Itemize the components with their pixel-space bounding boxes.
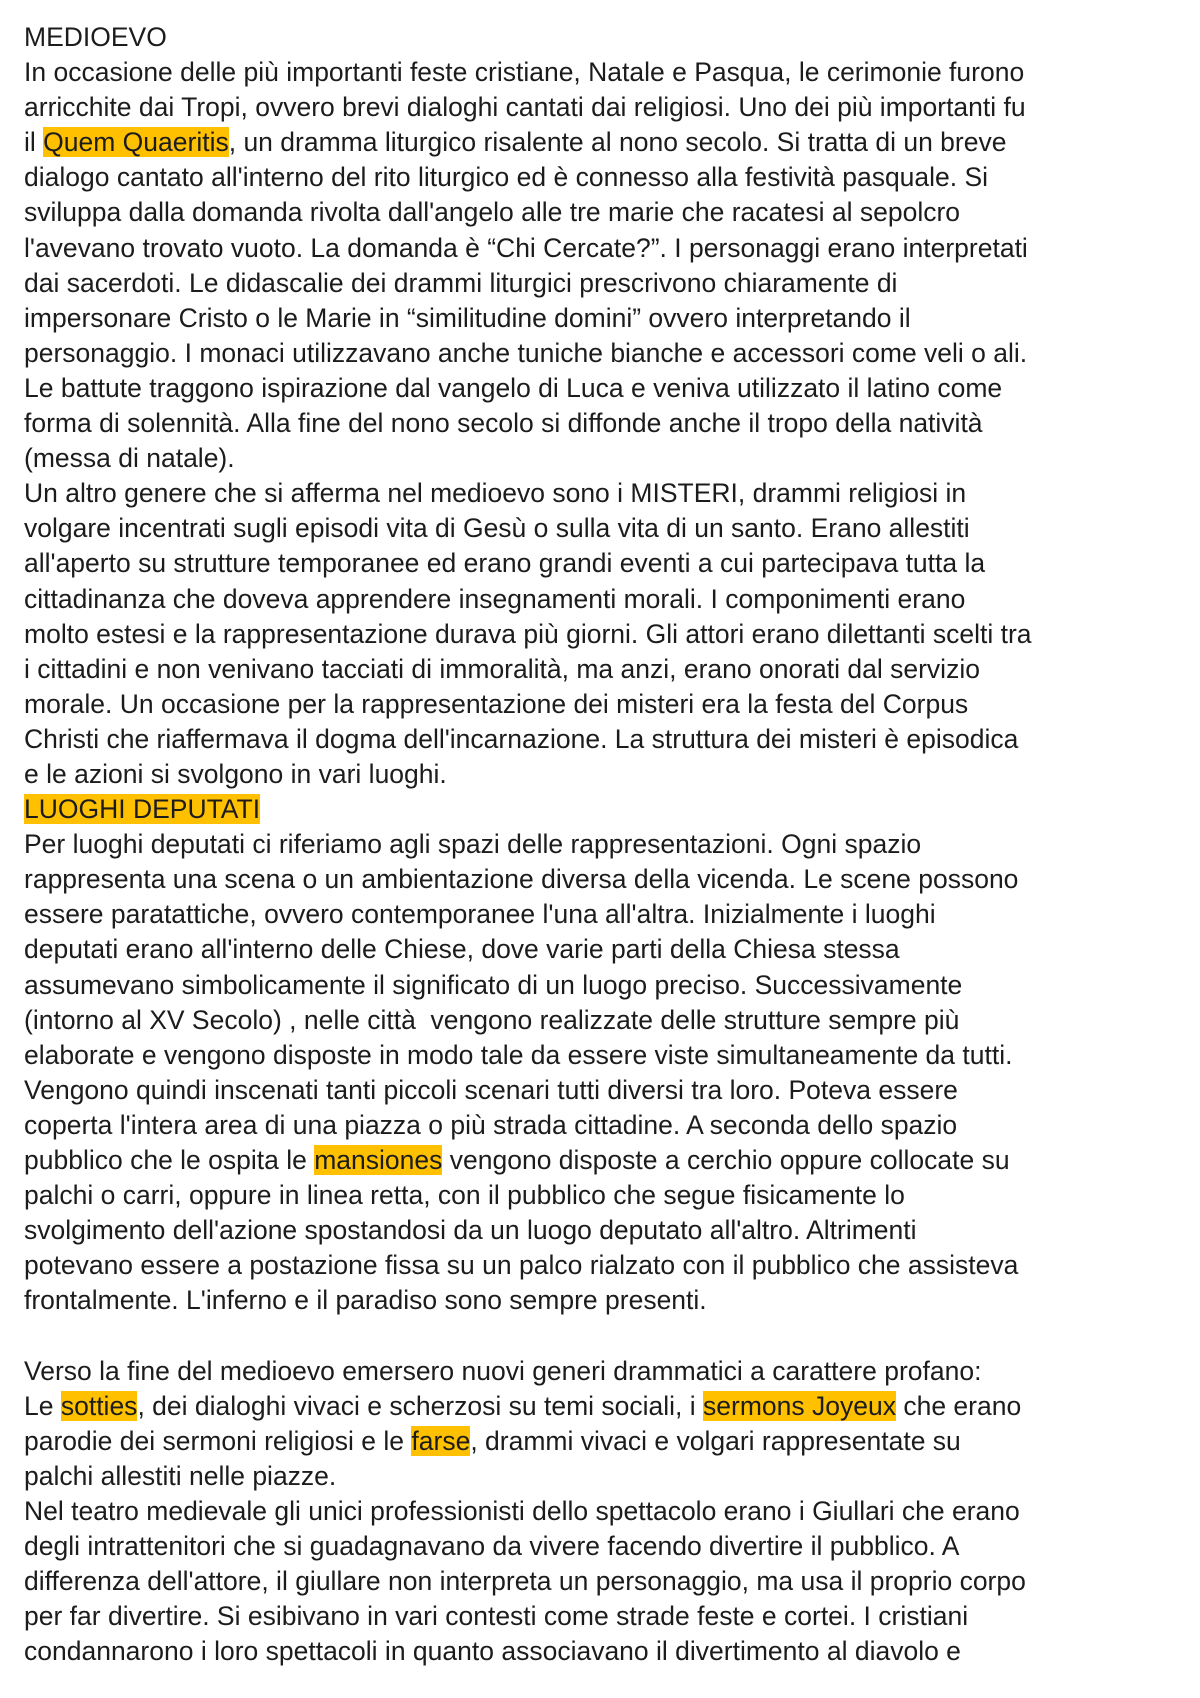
text-line	[24, 476, 1184, 511]
text-line	[24, 617, 1184, 652]
text-run: molto estesi e la rappresentazione durava più giorni. Gli attori erano dilettanti scelti tra	[24, 618, 1032, 649]
text-run: che erano	[895, 1390, 1022, 1421]
text-run: dialogo cantato all'interno del rito liturgico ed è connesso alla festività pasquale. Si	[24, 162, 989, 193]
text-line	[24, 1389, 1184, 1424]
text-run: (messa di natale).	[24, 443, 235, 474]
text-run: , dei dialoghi vivaci e scherzosi su temi sociali, i	[137, 1390, 704, 1421]
text-line	[24, 511, 1184, 546]
text-run: (intorno al XV Secolo) , nelle città vengono realizzate delle strutture sempre più	[24, 1004, 960, 1035]
document-body	[24, 55, 1184, 1669]
text-run: In occasione delle più importanti feste cristiane, Natale e Pasqua, le cerimonie furono	[24, 57, 1025, 88]
text-line	[24, 55, 1184, 90]
text-run: Nel teatro medievale gli unici professionisti dello spettacolo erano i Giullari che erano	[24, 1495, 1020, 1526]
document-page	[24, 20, 1184, 1669]
text-line	[24, 1178, 1184, 1213]
text-run: differenza dell'attore, il giullare non interpreta un personaggio, ma usa il proprio corpo	[24, 1566, 1026, 1597]
text-run: rappresenta una scena o un ambientazione diversa della vicenda. Le scene possono	[24, 864, 1019, 895]
highlighted-term: Quem Quaeritis	[43, 127, 229, 158]
text-line	[24, 862, 1184, 897]
text-run: forma di solennità. Alla fine del nono secolo si diffonde anche il tropo della natività	[24, 408, 983, 439]
text-run: vengono disposte a cerchio oppure collocate su	[442, 1145, 1010, 1175]
text-run: Verso la fine del medioevo emersero nuovi generi drammatici a carattere profano:	[24, 1355, 982, 1386]
blank-line	[24, 1318, 1184, 1353]
text-line	[24, 441, 1184, 476]
text-line	[24, 1354, 1184, 1389]
text-run: essere paratattiche, ovvero contemporanee l'una all'altra. Inizialmente i luoghi	[24, 899, 936, 930]
text-run: deputati erano all'interno delle Chiese, dove varie parti della Chiesa stessa	[24, 934, 900, 965]
text-line	[24, 1424, 1184, 1459]
text-line	[24, 1564, 1184, 1599]
text-run: Per luoghi deputati ci riferiamo agli spazi delle rappresentazioni. Ogni spazio	[24, 829, 922, 860]
text-line	[24, 1213, 1184, 1248]
text-line	[24, 1003, 1184, 1038]
text-line	[24, 1283, 1184, 1318]
text-line	[24, 652, 1184, 687]
text-line	[24, 932, 1184, 967]
highlighted-term: sotties	[60, 1390, 138, 1421]
text-run: potevano essere a postazione fissa su un palco rialzato con il pubblico che assisteva	[24, 1250, 1019, 1281]
text-line	[24, 125, 1184, 160]
text-run: assumevano simbolicamente il significato di un luogo preciso. Successivamente	[24, 969, 963, 1000]
text-run: l'avevano trovato vuoto. La domanda è “Chi Cercate?”. I personaggi erano interpretati	[24, 232, 1028, 263]
text-run: , un dramma liturgico risalente al nono secolo. Si tratta di un breve	[228, 127, 1007, 158]
text-line	[24, 1494, 1184, 1529]
text-run: cittadinanza che doveva apprendere insegnamenti morali. I componimenti erano	[24, 583, 966, 614]
text-line	[24, 371, 1184, 406]
text-run: Vengono quindi inscenati tanti piccoli scenari tutti diversi tra loro. Poteva essere	[24, 1074, 958, 1105]
text-run: Le	[24, 1390, 61, 1421]
text-line	[24, 336, 1184, 371]
text-line	[24, 1634, 1184, 1669]
text-run: elaborate e vengono disposte in modo tale da essere viste simultaneamente da tutti.	[24, 1039, 1013, 1070]
text-line	[24, 406, 1184, 441]
text-line	[24, 1038, 1184, 1073]
text-line	[24, 1529, 1184, 1564]
text-run: palchi allestiti nelle piazze.	[24, 1460, 337, 1491]
text-line	[24, 722, 1184, 757]
text-run: frontalmente. L'inferno e il paradiso sono sempre presenti.	[24, 1285, 707, 1316]
text-run: , drammi vivaci e volgari rappresentate su	[470, 1425, 961, 1456]
text-line	[24, 1108, 1184, 1143]
text-run: Un altro genere che si afferma nel medioevo sono i MISTERI, drammi religiosi in	[24, 478, 967, 509]
text-run: sviluppa dalla domanda rivolta dall'angelo alle tre marie che racatesi al sepolcro	[24, 197, 961, 228]
text-line	[24, 195, 1184, 230]
highlighted-term: farse	[411, 1425, 471, 1456]
text-run: Christi che riaffermava il dogma dell'incarnazione. La struttura dei misteri è episodica	[24, 723, 1019, 754]
text-line	[24, 1248, 1184, 1283]
text-run: coperta l'intera area di una piazza o più strada cittadine. A seconda dello spazio	[24, 1109, 958, 1140]
text-run: impersonare Cristo o le Marie in “similitudine domini” ovvero interpretando il	[24, 302, 911, 333]
text-line	[24, 792, 1184, 827]
text-run: personaggio. I monaci utilizzavano anche tuniche bianche e accessori come veli o ali.	[24, 337, 1028, 368]
text-run: e le azioni si svolgono in vari luoghi.	[24, 758, 447, 789]
text-line	[24, 231, 1184, 266]
text-line	[24, 90, 1184, 125]
highlighted-term: sermons Joyeux	[703, 1390, 896, 1421]
text-run: all'aperto su strutture temporanee ed erano grandi eventi a cui partecipava tutta la	[24, 548, 986, 579]
text-run: palchi o carri, oppure in linea retta, con il pubblico che segue fisicamente lo	[24, 1180, 905, 1211]
text-run: il	[24, 127, 44, 158]
text-line	[24, 1459, 1184, 1494]
text-run: per far divertire. Si esibivano in vari contesti come strade feste e cortei. I cristiani	[24, 1601, 969, 1632]
text-line	[24, 897, 1184, 932]
text-run: condannarono i loro spettacoli in quanto associavano il divertimento al diavolo e	[24, 1636, 961, 1667]
text-line	[24, 301, 1184, 336]
text-run: dai sacerdoti. Le didascalie dei drammi liturgici prescrivono chiaramente di	[24, 267, 898, 298]
text-run: arricchite dai Tropi, ovvero brevi dialoghi cantati dai religiosi. Uno dei più importanti fu	[24, 92, 1026, 123]
text-line	[24, 582, 1184, 617]
text-line	[24, 1599, 1184, 1634]
highlighted-term: mansiones	[314, 1145, 443, 1175]
text-run: degli intrattenitori che si guadagnavano da vivere facendo divertire il pubblico. A	[24, 1531, 960, 1562]
text-run: pubblico che le ospita le	[24, 1145, 315, 1175]
text-line	[24, 757, 1184, 792]
text-line	[24, 827, 1184, 862]
highlighted-term: LUOGHI DEPUTATI	[24, 794, 261, 825]
text-run: svolgimento dell'azione spostandosi da un luogo deputato all'altro. Altrimenti	[24, 1215, 917, 1246]
text-run: Le battute traggono ispirazione dal vangelo di Luca e veniva utilizzato il latino come	[24, 372, 1003, 403]
text-run: morale. Un occasione per la rappresentazione dei misteri era la festa del Corpus	[24, 688, 969, 719]
text-line	[24, 968, 1184, 1003]
text-line	[24, 1143, 1184, 1178]
text-run: parodie dei sermoni religiosi e le	[24, 1425, 412, 1456]
text-line	[24, 1073, 1184, 1108]
text-line	[24, 266, 1184, 301]
text-line	[24, 160, 1184, 195]
document-title: MEDIOEVO	[24, 22, 167, 52]
text-line	[24, 546, 1184, 581]
text-run: volgare incentrati sugli episodi vita di Gesù o sulla vita di un santo. Erano allestiti	[24, 513, 970, 544]
text-line	[24, 687, 1184, 722]
text-run: i cittadini e non venivano tacciati di immoralità, ma anzi, erano onorati dal servizio	[24, 653, 980, 684]
